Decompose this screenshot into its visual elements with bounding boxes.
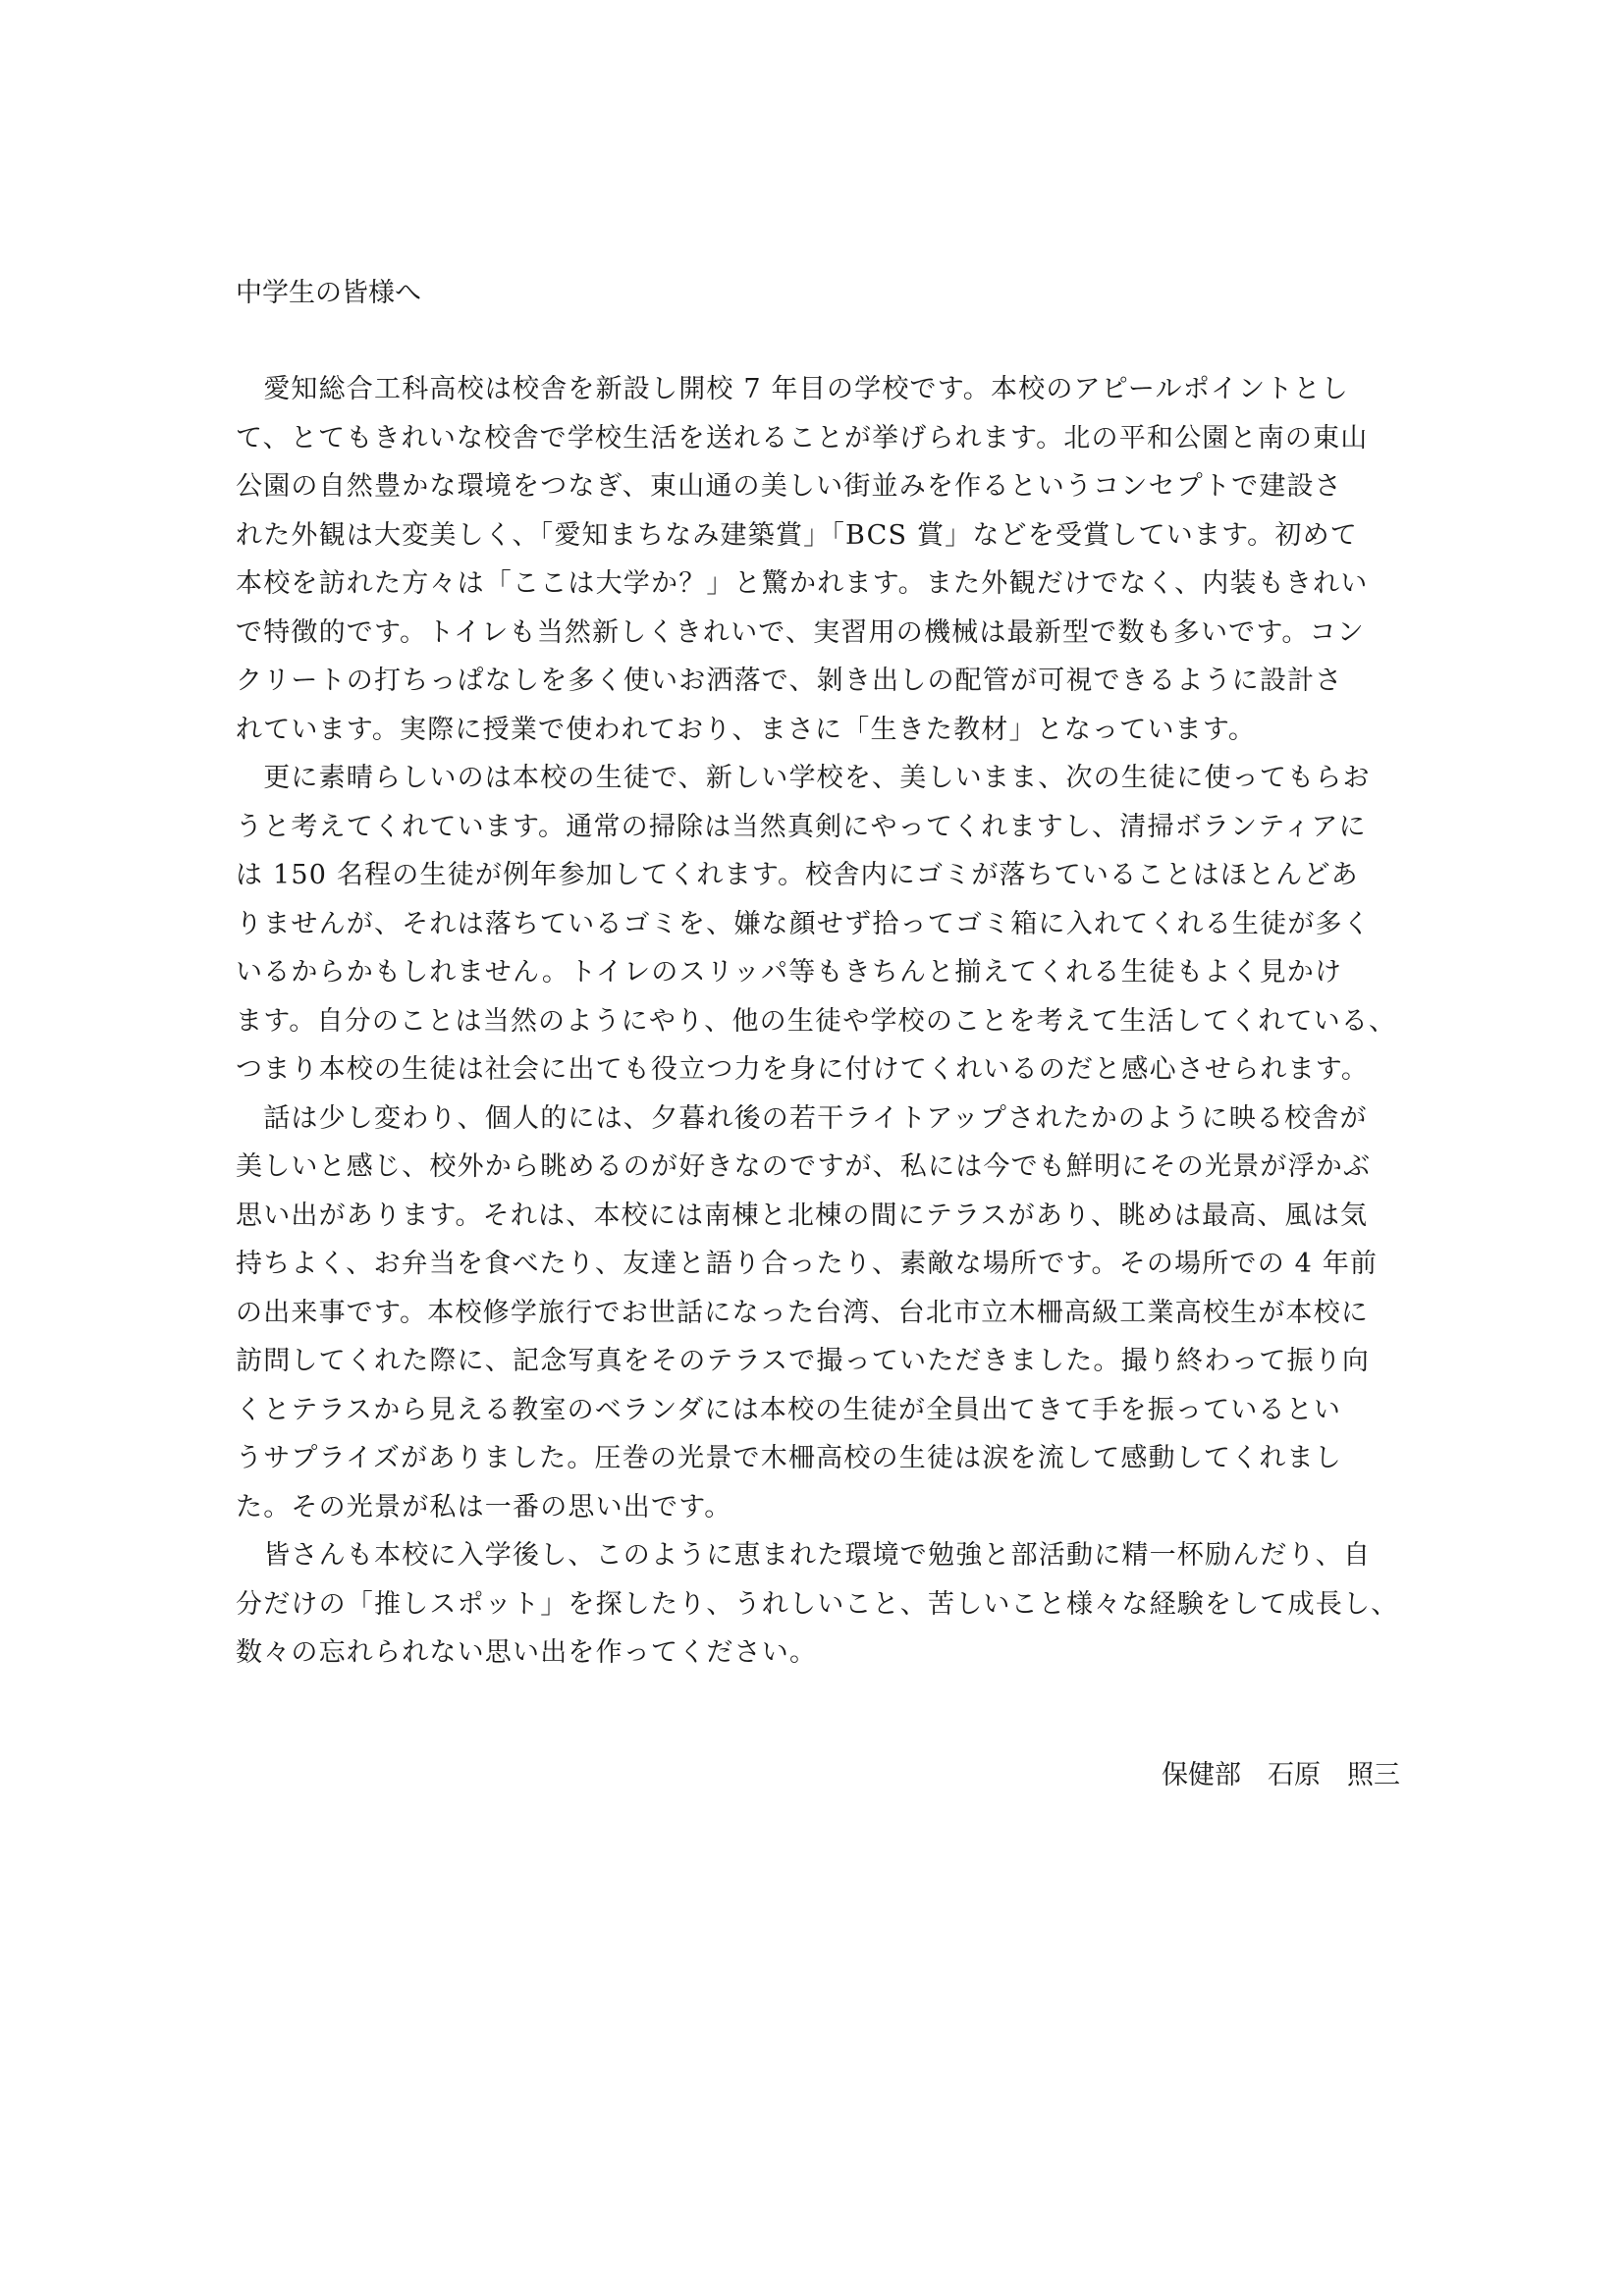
body-line: くとテラスから見える教室のベランダには本校の生徒が全員出てきて手を振っているとい [236, 1394, 1342, 1425]
body-line: つまり本校の生徒は社会に出ても役立つ力を身に付けてくれいるのだと感心させられます。 [236, 1054, 1370, 1085]
body-line: りませんが、それは落ちているゴミを、嫌な顔せず拾ってゴミ箱に入れてくれる生徒が多く [236, 908, 1371, 939]
body-line: れています。実際に授業で使われており、まさに「生きた教材」となっています。 [236, 714, 1257, 745]
body-line: 訪問してくれた際に、記念写真をそのテラスで撮っていただきました。撮り終わって振り向 [236, 1346, 1371, 1376]
body-line: れた外観は大変美しく、「愛知まちなみ建築賞」「BCS 賞」などを受賞しています。初めて [236, 519, 1358, 551]
body-line: うと考えてくれています。通常の掃除は当然真剣にやってくれますし、清掃ボランティアに [236, 811, 1367, 842]
body-line: ます。自分のことは当然のようにやり、他の生徒や学校のことを考えて生活してくれている、 [236, 1005, 1397, 1037]
body-line: た。その光景が私は一番の思い出です。 [236, 1491, 732, 1522]
body-line: 持ちよく、お弁当を食べたり、友達と語り合ったり、素敵な場所です。その場所での 4 年前 [236, 1249, 1379, 1279]
salutation: 中学生の皆様へ [236, 278, 421, 308]
body-line: 皆さんも本校に入学後し、このように恵まれた環境で勉強と部活動に精一杯励んだり、自 [236, 1540, 1372, 1571]
letter-body [236, 365, 1414, 1678]
body-line: 思い出があります。それは、本校には南棟と北棟の間にテラスがあり、眺めは最高、風は気 [236, 1200, 1369, 1231]
body-line: 公園の自然豊かな環境をつなぎ、東山通の美しい街並みを作るというコンセプトで建設さ [236, 471, 1342, 502]
signature: 保健部 石原 照三 [1162, 1760, 1400, 1790]
body-line: 分だけの「推しスポット」を探したり、うれしいこと、苦しいこと様々な経験をして成長し、 [236, 1588, 1399, 1620]
body-line: クリートの打ちっぱなしを多く使いお洒落で、剝き出しの配管が可視できるように設計さ [236, 666, 1343, 696]
body-line: の出来事です。本校修学旅行でお世話になった台湾、台北市立木柵高級工業高校生が本校に [236, 1297, 1370, 1328]
body-line: 更に素晴らしいのは本校の生徒で、新しい学校を、美しいまま、次の生徒に使ってもらお [236, 763, 1371, 793]
body-line: うサプライズがありました。圧巻の光景で木柵高校の生徒は涙を流して感動してくれまし [236, 1443, 1342, 1473]
body-line: は 150 名程の生徒が例年参加してくれます。校舎内にゴミが落ちていることはほとんどあ [236, 860, 1359, 890]
body-line: で特徴的です。トイレも当然新しくきれいで、実習用の機械は最新型で数も多いです。コン [236, 616, 1365, 648]
body-line: 本校を訪れた方々は「ここは大学か？」と驚かれます。また外観だけでなく、内装もきれい [236, 568, 1369, 599]
body-line: 話は少し変わり、個人的には、夕暮れ後の若干ライトアップされたかのように映る校舎が [236, 1102, 1368, 1134]
body-line: 美しいと感じ、校外から眺めるのが好きなのですが、私には今でも鮮明にその光景が浮かぶ [236, 1151, 1372, 1182]
body-line: いるからかもしれません。トイレのスリッパ等もきちんと揃えてくれる生徒もよく見かけ [236, 957, 1343, 988]
body-line: て、とてもきれいな校舎で学校生活を送れることが挙げられます。北の平和公園と南の東山 [236, 422, 1369, 454]
body-line: 愛知総合工科高校は校舎を新設し開校 7 年目の学校です。本校のアピールポイントとし [236, 374, 1349, 404]
body-line: 数々の忘れられない思い出を作ってください。 [236, 1637, 818, 1668]
